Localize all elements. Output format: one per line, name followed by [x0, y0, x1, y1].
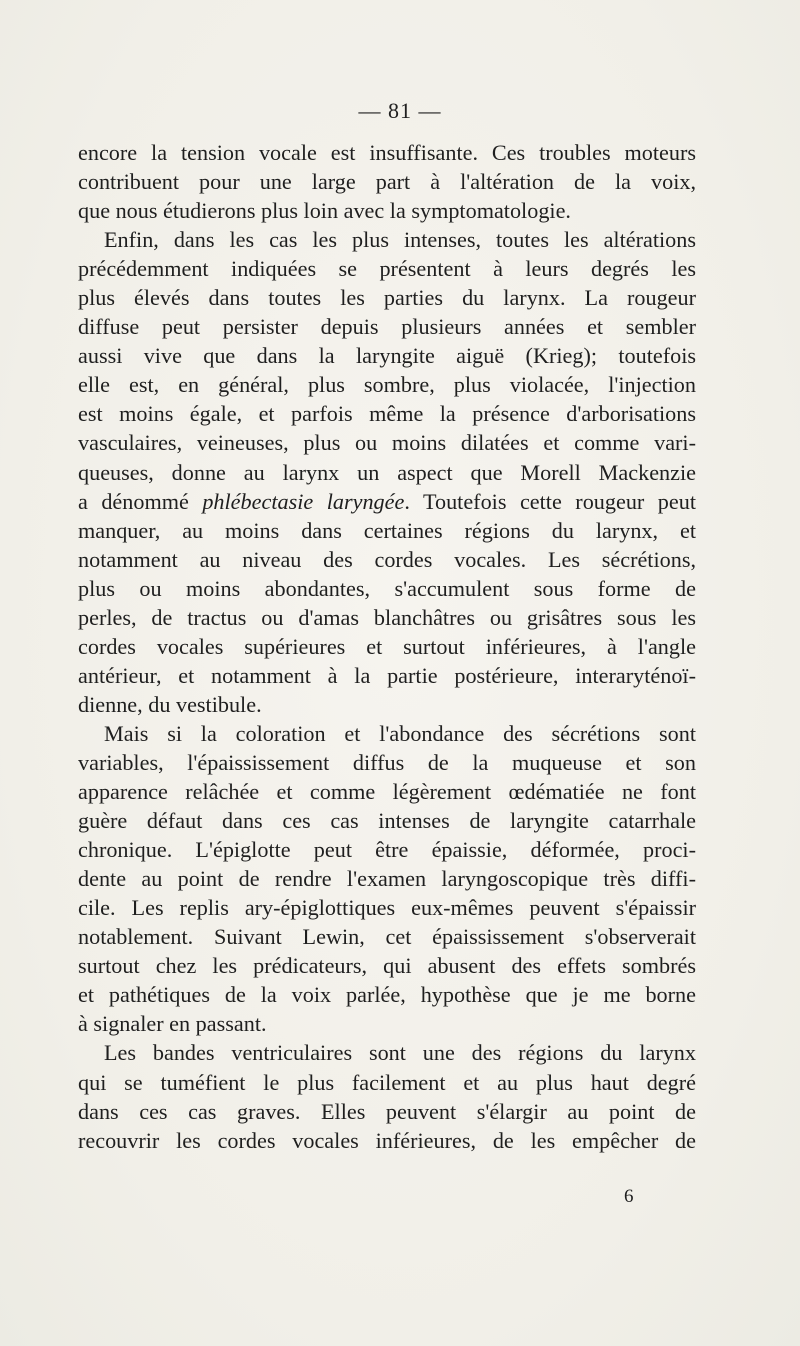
text-line: plus ou moins abondantes, s'accumulent sous forme de — [78, 575, 696, 601]
text-line: notamment au niveau des cordes vocales. Les sécrétions, — [78, 546, 696, 572]
text-line: cile. Les replis ary-épiglottiques eux-mêmes peuvent s'épaissir — [78, 895, 696, 921]
text-line: diffuse peut persister depuis plusieurs années et sembler — [78, 314, 696, 340]
text-line: apparence relâchée et comme légèrement œdématiée ne font — [78, 779, 696, 805]
page-number: — 81 — — [358, 98, 442, 123]
text-line: recouvrir les cordes vocales inférieures, de les empêcher de — [78, 1127, 696, 1153]
body-text — [78, 138, 696, 1155]
text-line: notablement. Suivant Lewin, cet épaississement s'observerait — [78, 924, 696, 950]
text-line: qui se tuméfient le plus facilement et au plus haut degré — [78, 1069, 696, 1095]
text-line: dans ces cas graves. Elles peuvent s'élargir au point de — [78, 1098, 696, 1124]
text-line: encore la tension vocale est insuffisante. Ces troubles moteurs — [78, 140, 696, 165]
text-line: et pathétiques de la voix parlée, hypothèse que je me borne — [78, 982, 696, 1008]
line-segment: . Toutefois cette rougeur peut — [404, 488, 697, 514]
text-line: vasculaires, veineuses, plus ou moins dilatées et comme vari- — [78, 430, 696, 456]
text-line: est moins égale, et parfois même la présence d'arborisations — [78, 401, 696, 427]
text-line: plus élevés dans toutes les parties du larynx. La rougeur — [78, 285, 696, 311]
text-line: Mais si la coloration et l'abondance des sécrétions sont — [104, 720, 696, 746]
text-line: chronique. L'épiglotte peut être épaissie, déformée, proci- — [78, 837, 696, 863]
text-line: surtout chez les prédicateurs, qui abusent des effets sombrés — [78, 953, 696, 979]
text-line: dienne, du vestibule. — [78, 691, 262, 717]
text-line: que nous étudierons plus loin avec la symptomatologie. — [78, 198, 571, 224]
text-line: perles, de tractus ou d'amas blanchâtres ou grisâtres sous les — [78, 604, 696, 630]
text-line: cordes vocales supérieures et surtout inférieures, à l'angle — [78, 633, 696, 659]
text-line: dente au point de rendre l'examen laryngoscopique très diffi- — [78, 866, 696, 892]
text-line: manquer, au moins dans certaines régions du larynx, et — [78, 517, 696, 543]
line-segment: a dénommé — [78, 488, 203, 514]
text-line: variables, l'épaississement diffus de la muqueuse et son — [78, 749, 696, 775]
text-line: précédemment indiquées se présentent à leurs degrés les — [78, 256, 696, 282]
text-line-with-italic — [78, 487, 696, 516]
text-line: elle est, en général, plus sombre, plus violacée, l'injection — [78, 372, 696, 398]
text-line: queuses, donne au larynx un aspect que Morell Mackenzie — [78, 459, 696, 485]
text-line: contribuent pour une large part à l'altération de la voix, — [78, 169, 696, 195]
text-line: Enfin, dans les cas les plus intenses, toutes les altérations — [104, 227, 696, 253]
text-line: à signaler en passant. — [78, 1011, 267, 1037]
text-line: Les bandes ventriculaires sont une des régions du larynx — [104, 1040, 696, 1066]
signature-mark: 6 — [624, 1186, 634, 1207]
text-line: guère défaut dans ces cas intenses de laryngite catarrhale — [78, 808, 696, 834]
italic-term: phlébectasie laryngée — [202, 488, 405, 514]
text-line: antérieur, et notamment à la partie postérieure, interaryténoï- — [78, 662, 696, 688]
text-line: aussi vive que dans la laryngite aiguë (Krieg); toutefois — [78, 343, 696, 369]
